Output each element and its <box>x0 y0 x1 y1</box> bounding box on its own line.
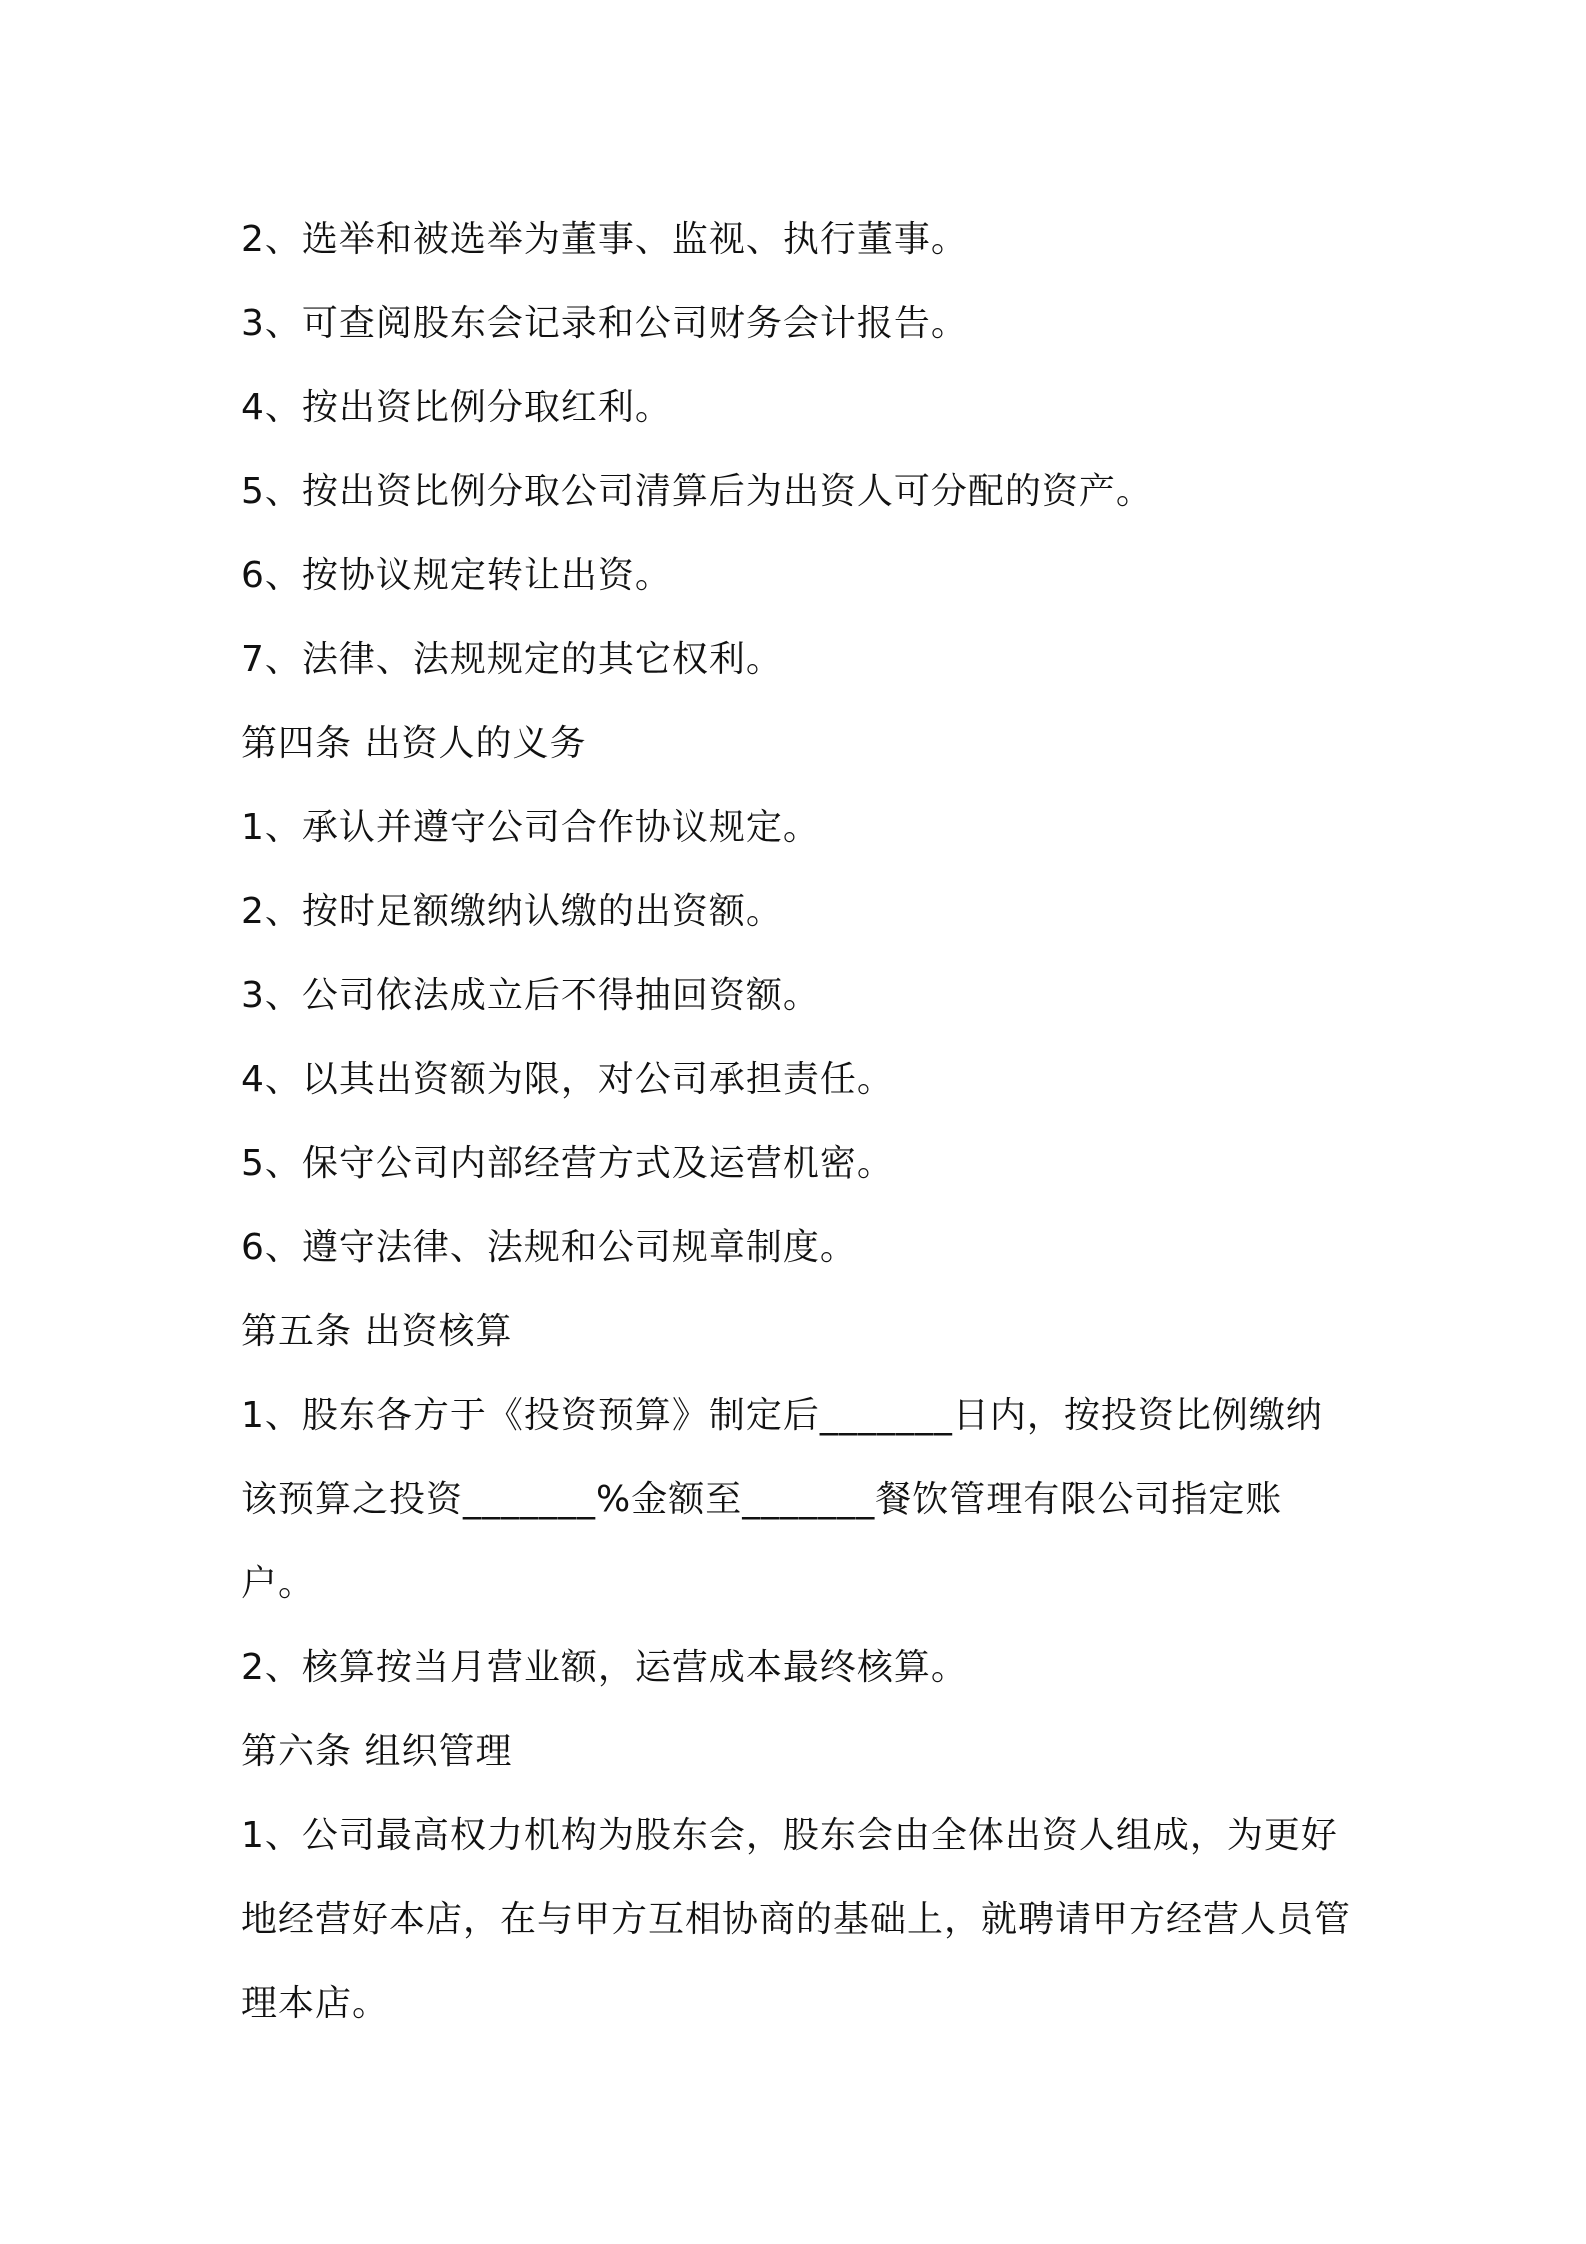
paragraph-line: 7、法律、法规规定的其它权利。 <box>241 639 783 680</box>
paragraph-line: 该预算之投资_______%金额至_______餐饮管理有限公司指定账 <box>241 1479 1283 1520</box>
paragraph-line: 6、遵守法律、法规和公司规章制度。 <box>241 1227 857 1268</box>
section-heading: 第五条 出资核算 <box>241 1311 513 1352</box>
paragraph-line: 4、以其出资额为限，对公司承担责任。 <box>241 1059 894 1100</box>
section-heading: 第六条 组织管理 <box>241 1731 513 1772</box>
paragraph-line: 3、公司依法成立后不得抽回资额。 <box>241 975 820 1016</box>
paragraph-line: 6、按协议规定转让出资。 <box>241 555 672 596</box>
paragraph-line: 5、保守公司内部经营方式及运营机密。 <box>241 1143 894 1184</box>
paragraph-line: 1、股东各方于《投资预算》制定后_______日内，按投资比例缴纳 <box>241 1395 1323 1436</box>
document-body <box>241 198 1361 2046</box>
paragraph-line: 3、可查阅股东会记录和公司财务会计报告。 <box>241 303 968 344</box>
paragraph-line: 1、公司最高权力机构为股东会，股东会由全体出资人组成，为更好 <box>241 1815 1338 1856</box>
paragraph-line: 2、按时足额缴纳认缴的出资额。 <box>241 891 783 932</box>
paragraph-line: 5、按出资比例分取公司清算后为出资人可分配的资产。 <box>241 471 1153 512</box>
section-heading: 第四条 出资人的义务 <box>241 723 587 764</box>
paragraph-line: 2、选举和被选举为董事、监视、执行董事。 <box>241 219 968 260</box>
paragraph-line: 4、按出资比例分取红利。 <box>241 387 672 428</box>
paragraph-line: 地经营好本店，在与甲方互相协商的基础上，就聘请甲方经营人员管 <box>241 1899 1352 1940</box>
paragraph-line: 2、核算按当月营业额，运营成本最终核算。 <box>241 1647 968 1688</box>
paragraph-line: 理本店。 <box>241 1983 390 2024</box>
paragraph-line: 1、承认并遵守公司合作协议规定。 <box>241 807 820 848</box>
paragraph-line: 户。 <box>241 1563 316 1604</box>
